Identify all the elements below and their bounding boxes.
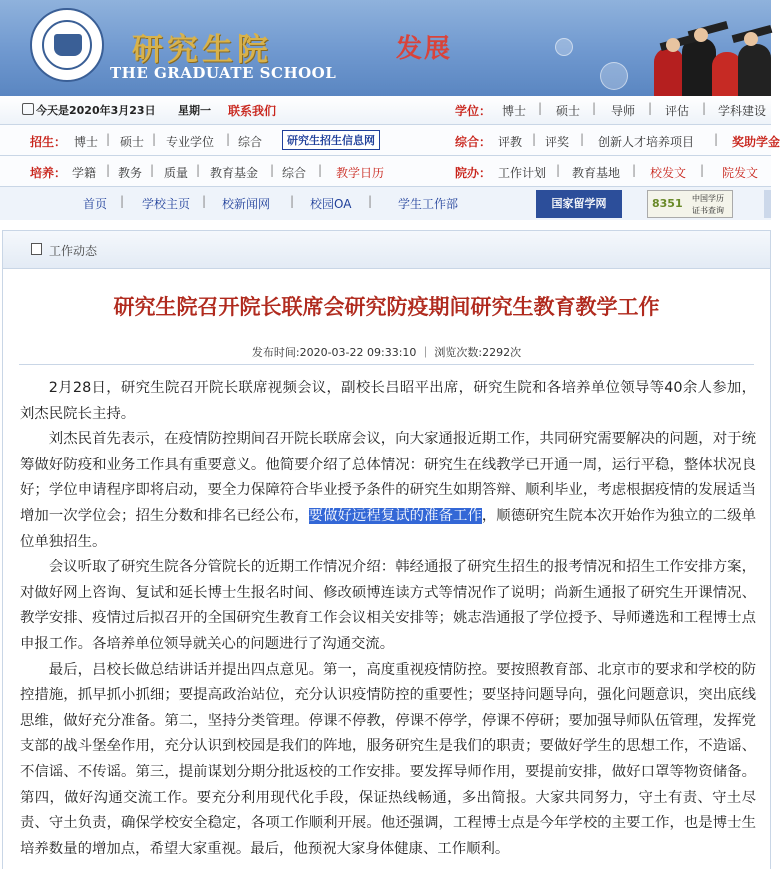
degree-link-supervisor[interactable]: 导师 — [611, 104, 636, 118]
training-link-general[interactable]: 综合 — [282, 166, 307, 180]
general-link-talent-program[interactable]: 创新人才培养项目 — [598, 135, 695, 149]
degree-label: 学位： — [455, 104, 492, 118]
chsi-line1: 中国学历 — [692, 194, 724, 203]
divider — [19, 364, 754, 365]
main-nav-bar: 首页 | 学校主页 | 校新闻网 | 校园OA | 学生工作部 — [0, 187, 771, 220]
general-label: 综合： — [455, 135, 492, 149]
nav-row-training: 培养： 学籍 | 教务 | 质量 | 教育基金 | 综合 | 教学日历 院办： 工作计划 | 教育基地 | 校发文 | 院发文 — [0, 156, 771, 187]
office-link-school-dept-docs[interactable]: 院发文 — [722, 166, 759, 180]
training-link-fund[interactable]: 教育基金 — [210, 166, 259, 180]
paragraph-4: 最后，吕校长做总结讲话并提出四点意见。第一，高度重视疫情防控。要按照教育部、北京市的要求和学校的防控措施，抓早抓小抓细；要提高政治站位，充分认识疫情防控的重要性；要坚持问题导向，强化问题意识，突出底线思维，做好充分准备。第二，坚持分类管理。停课不停教，停课不停学，停课不停研；要加强导师队伍管理，发挥党支部的战斗堡垒作用，充分认识到校园是我们的阵地，服务研究生是我们的职责；要做好学生的思想工作，不造谣、不信谣、不传谣。第三，提前谋划分期分批返校的工作安排。要发挥导师作用，要提前安排，做好口罩等物资储备。第四，做好沟通交流工作。要充分利用现代化手段，保证热线畅通，多出简报。大家共同努力，守土有责、守土尽责、守土负责，确保学校安全稳定，各项工作顺利开展。他还强调，工程博士点是今年学校的主要工作，也是博士生培养数量的增加点，希望大家重视。最后，他预祝大家身体健康、工作顺利。 — [20, 661, 756, 857]
nav-news-link[interactable]: 校新闻网 — [222, 197, 271, 211]
nav-oa-link[interactable]: 校园OA — [310, 197, 352, 211]
nav-home-link[interactable]: 首页 — [83, 197, 108, 211]
article-meta: 发布时间:2020-03-22 09:33:10 ｜ 浏览次数:2292次 — [251, 346, 522, 359]
training-link-calendar[interactable]: 教学日历 — [336, 166, 385, 180]
degree-link-master[interactable]: 硕士 — [556, 104, 581, 118]
scholarship-link[interactable]: 奖助学金 — [732, 135, 780, 149]
degree-link-discipline[interactable]: 学科建设 — [718, 104, 767, 118]
training-link-quality[interactable]: 质量 — [164, 166, 189, 180]
document-icon — [31, 243, 42, 255]
admission-link-general[interactable]: 综合 — [238, 135, 263, 149]
banner-slogan: 发展 — [396, 34, 453, 64]
general-link-teaching-eval[interactable]: 评教 — [498, 135, 523, 149]
nav-school-home-link[interactable]: 学校主页 — [142, 197, 191, 211]
decorative-bubble — [555, 38, 573, 56]
admission-info-site-link[interactable]: 研究生招生信息网 — [282, 130, 380, 150]
admission-link-professional[interactable]: 专业学位 — [166, 135, 215, 149]
chsi-line2: 证书查询 — [692, 206, 724, 215]
training-label: 培养： — [30, 166, 67, 180]
paragraph-2 — [20, 427, 756, 555]
admission-link-master[interactable]: 硕士 — [120, 135, 145, 149]
training-link-status[interactable]: 学籍 — [72, 166, 97, 180]
current-weekday: 星期一 — [178, 104, 211, 117]
panel-header — [3, 231, 770, 269]
home-icon[interactable] — [22, 103, 34, 115]
csc-logo-link[interactable]: 国家留学网 — [536, 190, 622, 218]
admission-label: 招生： — [30, 135, 67, 149]
current-date: 今天是2020年3月23日 — [36, 104, 156, 117]
chsi-logo-link[interactable] — [647, 190, 733, 218]
office-link-work-plan[interactable]: 工作计划 — [498, 166, 547, 180]
degree-link-evaluation[interactable]: 评估 — [665, 104, 690, 118]
paragraph-3: 会议听取了研究生院各分管院长的近期工作情况介绍：韩经通报了研究生招生的报考情况和招生工作安排方案，对做好网上咨询、复试和延长博士生报名时间、修改硕博连读方式等情况作了说明；尚新生通报了研究生开课情况、教学安排、疫情过后拟召开的全国研究生教育工作会议相关安排等；姚志浩通报了学位授予、导师遴选和工程博士点申报工作。各培养单位领导就关心的问题进行了沟通交流。 — [20, 559, 756, 652]
general-link-awards[interactable]: 评奖 — [545, 135, 570, 149]
paragraph-1: 2月28日，研究生院召开院长联席视频会议，副校长吕昭平出席，研究生院和各培养单位领导等40余人参加，刘杰民院长主持。 — [20, 380, 756, 422]
nav-row-admission: 招生： 博士 | 硕士 | 专业学位 | 综合 研究生招生信息网 综合： 评教 | 评奖 | 创新人才培养项目 | 奖助学金 — [0, 125, 771, 156]
content-panel — [2, 230, 771, 869]
selected-text[interactable]: 要做好远程复试的准备工作 — [308, 507, 482, 524]
nav-row-date: 今天是2020年3月23日 星期一 联系我们 学位： 博士 | 硕士 | 导师 | 评估 | 学科建设 — [0, 96, 771, 125]
paragraph-2-text: 刘杰民首先表示，在疫情防控期间召开院长联席会议，向大家通报近期工作，共同研究需要解决的问题，对于统筹做好防疫和业务工作具有重要意义。他简要介绍了总体情况：研究生在线教学已开通一周，运行平稳，整体状况良好；学位申请程序即将启动，要全力保障符合毕业授予条件的研究生如期答辩、顺利毕业，考虑根据疫情的发展适当增加一次学位会；招生分数和排名已经公布， — [20, 431, 756, 524]
school-name-en: THE GRADUATE SCHOOL — [110, 64, 337, 82]
admission-link-doctor[interactable]: 博士 — [74, 135, 99, 149]
school-emblem-logo — [30, 8, 104, 82]
header-banner — [0, 0, 771, 96]
article-body — [20, 376, 756, 862]
contact-us-link[interactable]: 联系我们 — [228, 104, 277, 118]
school-name-cn: 研究生院 — [132, 32, 272, 68]
chsi-number: 8351 — [652, 197, 683, 210]
training-link-academic[interactable]: 教务 — [118, 166, 143, 180]
paragraph-2-text-end: ，顺德研究生院本次开始作为独立的二级单位单独招生。 — [20, 507, 756, 550]
section-label: 工作动态 — [49, 244, 98, 258]
nav-student-affairs-link[interactable]: 学生工作部 — [398, 197, 459, 211]
partial-logo[interactable] — [764, 190, 771, 218]
office-link-education-base[interactable]: 教育基地 — [572, 166, 621, 180]
graduates-photo — [640, 8, 771, 96]
decorative-bubble — [600, 62, 628, 90]
article-title: 研究生院召开院长联席会研究防疫期间研究生教育教学工作 — [113, 294, 660, 319]
degree-link-doctor[interactable]: 博士 — [502, 104, 527, 118]
office-label: 院办： — [455, 166, 492, 180]
office-link-school-docs[interactable]: 校发文 — [650, 166, 687, 180]
